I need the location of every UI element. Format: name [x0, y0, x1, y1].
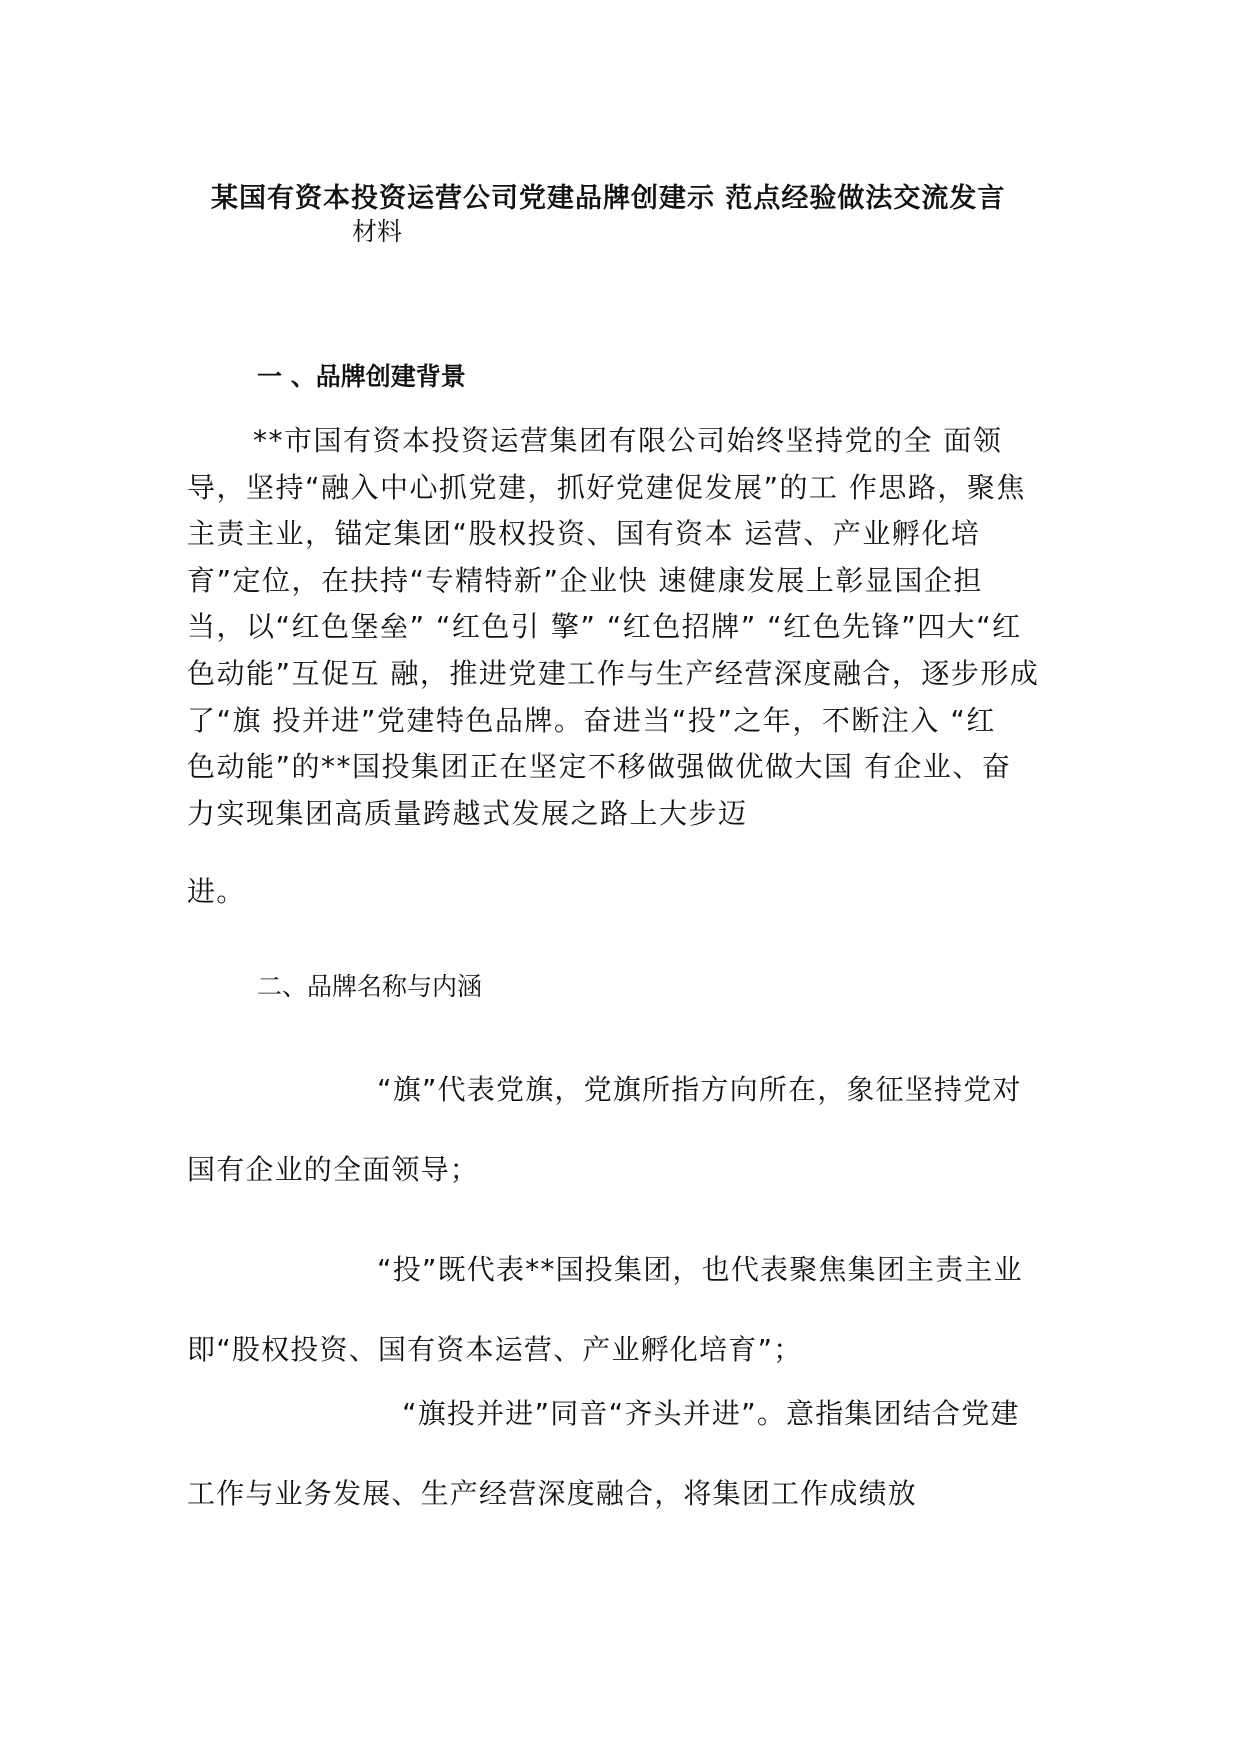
brand-item-qi-line2: 国有企业的全面领导； [187, 1153, 480, 1186]
brand-item-tou-line1: “投”既代表**国投集团，也代表聚焦集团主责主业 [377, 1253, 1023, 1286]
paragraph-line: 了“旗 投并进”党建特色品牌。奋进当“投”之年，不断注入 “红 [187, 703, 996, 737]
paragraph-line: 当，以“红色堡垒” “红色引 擎” “红色招牌” “红色先锋”四大“红 [187, 610, 1022, 644]
paragraph-line: 力实现集团高质量跨越式发展之路上大步迈 [187, 796, 748, 830]
brand-item-qitou-line1: “旗投并进”同音“齐头并进”。意指集团结合党建 [402, 1397, 1020, 1430]
section-heading-background: 一 、品牌创建背景 [257, 362, 466, 391]
brand-item-qi-line1: “旗”代表党旗，党旗所指方向所在，象征坚持党对 [377, 1073, 1022, 1106]
background-paragraph [187, 418, 1054, 837]
brand-item-qitou-line2: 工作与业务发展、生产经营深度融合，将集团工作成绩放 [187, 1477, 918, 1510]
paragraph-line: 育”定位，在扶持“专精特新”企业快 速健康发展上彰显国企担 [187, 563, 983, 597]
document-title-continuation: 材料 [352, 217, 403, 246]
paragraph-line: 色动能”的**国投集团正在坚定不移做强做优做大国 有企业、奋 [187, 750, 1012, 784]
paragraph-end-line: 进。 [187, 875, 246, 908]
paragraph-line: **市国有资本投资运营集团有限公司始终坚持党的全 面领 [253, 424, 1003, 457]
paragraph-line: 主责主业，锚定集团“股权投资、国有资本 运营、产业孵化培 [187, 517, 981, 551]
brand-item-tou-line2: 即“股权投资、国有资本运营、产业孵化培育”； [187, 1333, 803, 1366]
paragraph-line: 导，坚持“融入中心抓党建，抓好党建促发展”的工 作思路，聚焦 [187, 470, 1026, 504]
paragraph-line: 色动能”互促互 融，推进党建工作与生产经营深度融合，逐步形成 [187, 656, 1040, 690]
section-heading-brand-name: 二、品牌名称与内涵 [257, 972, 483, 1001]
document-title: 某国有资本投资运营公司党建品牌创建示 范点经验做法交流发言 [211, 183, 1006, 214]
